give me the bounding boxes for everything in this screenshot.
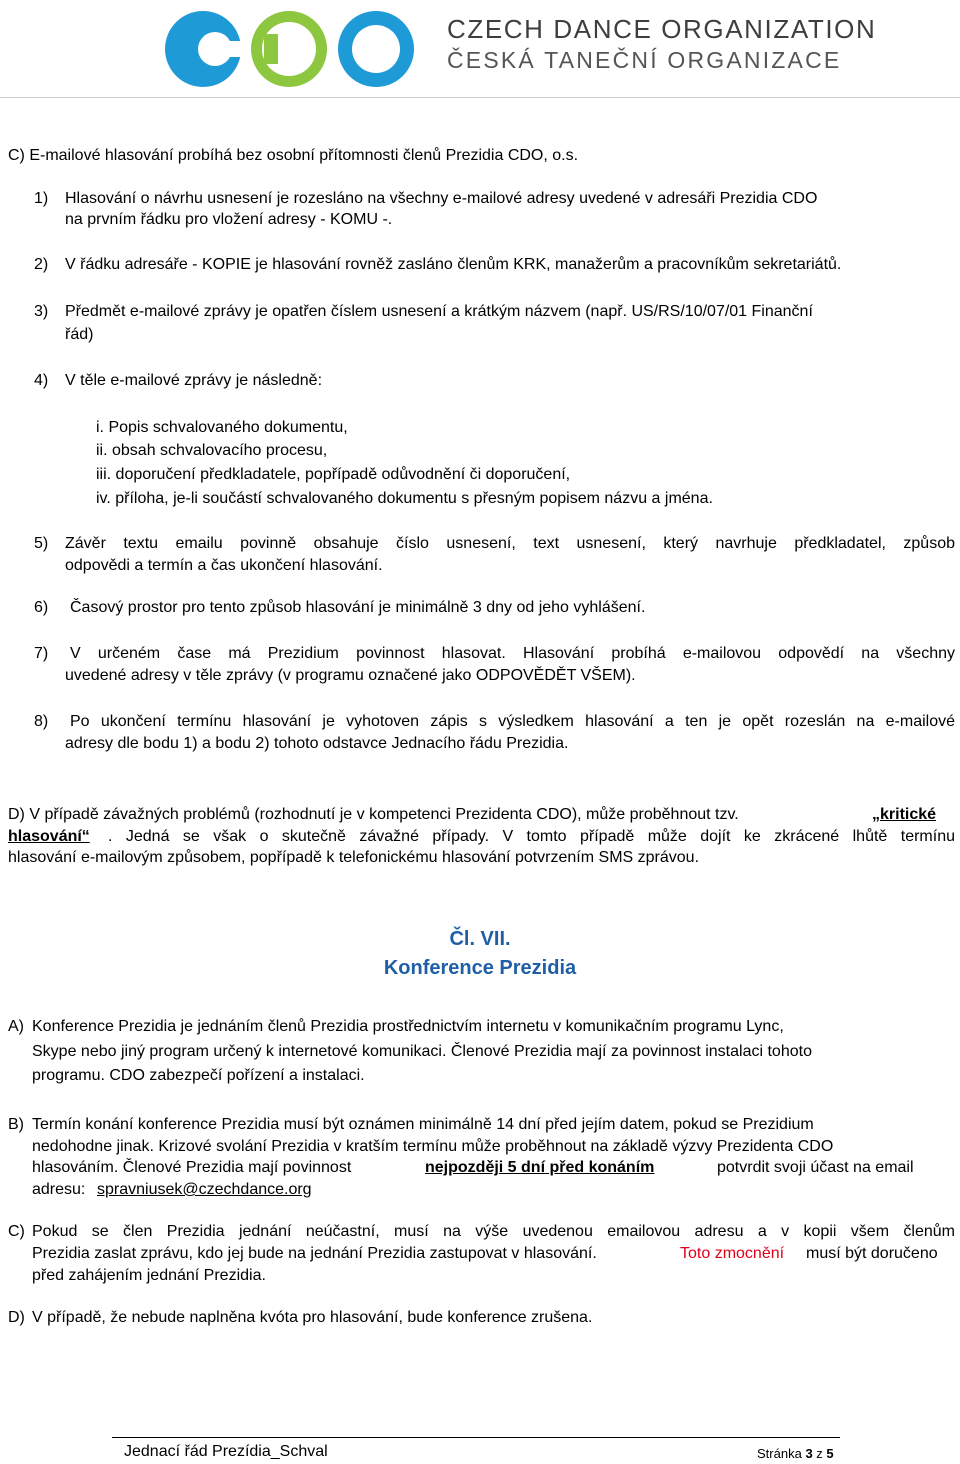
item-text: Předmět e-mailové zprávy je opatřen číslem usnesení a krátkým názvem (např. US/RS/10/07/01 Finanční: [65, 303, 813, 320]
clause-text: Termín konání konference Prezidia musí být oznámen minimálně 14 dní před jejím datem, pokud se Prezidium: [32, 1116, 814, 1133]
clause-text: programu. CDO zabezpečí pořízení a instalaci.: [32, 1067, 365, 1084]
page-current: 3: [805, 1446, 813, 1461]
sub-item: i. Popis schvalovaného dokumentu,: [96, 419, 348, 436]
footer-doc-name: Jednací řád Prezídia_Schval: [124, 1443, 328, 1460]
page-word: Stránka: [757, 1446, 802, 1461]
cdo-logo-icon: [160, 8, 430, 90]
clause-label: C): [8, 1223, 25, 1240]
clause-label: D): [8, 1309, 25, 1326]
item-number: 3): [34, 303, 49, 320]
section-c-heading: C) E-mailové hlasování probíhá bez osobní přítomnosti členů Prezidia CDO, o.s.: [8, 147, 579, 164]
header-divider: [0, 97, 960, 98]
section-d-text: D) V případě závažných problémů (rozhodnutí je v kompetenci Prezidenta CDO), může proběhnout tzv.: [8, 806, 739, 823]
sub-item: ii. obsah schvalovacího procesu,: [96, 442, 328, 459]
item-number: 6): [34, 599, 49, 616]
clause-text: Pokud se člen Prezidia jednání neúčastní, musí na výše uvedenou emailovou adresu a v kopii všem členům: [32, 1223, 955, 1240]
item-text: Hlasování o návrhu usnesení je rozesláno na všechny e-mailové adresy uvedené v adresáři Prezidia CDO: [65, 190, 818, 207]
item-text: Po ukončení termínu hlasování je vyhotoven zápis s výsledkem hlasování a ten je opět rozeslán na e-mailové: [70, 713, 955, 730]
item-number: 8): [34, 713, 49, 730]
clause-label: A): [8, 1018, 24, 1035]
org-name-cz: ČESKÁ TANEČNÍ ORGANIZACE: [447, 47, 842, 73]
clause-text: potvrdit svoji účast na email: [717, 1159, 914, 1176]
item-text: V těle e-mailové zprávy je následně:: [65, 372, 323, 389]
clause-text: nedohodne jinak. Krizové svolání Prezidia v kratším termínu může proběhnout na základě výzvy Prezidenta CDO: [32, 1138, 834, 1155]
section-d-text: . Jedná se však o skutečně závažné případy. V tomto případě může dojít ke zkrácené lhůtě termínu: [108, 828, 955, 845]
item-text: uvedené adresy v těle zprávy (v programu označené jako ODPOVĚDĚT VŠEM).: [65, 667, 636, 684]
item-text: odpovědi a termín a čas ukončení hlasování.: [65, 557, 383, 574]
letterhead: [0, 0, 960, 98]
clause-text: Konference Prezidia je jednáním členů Prezidia prostřednictvím internetu v komunikačním programu Lync,: [32, 1018, 784, 1035]
item-text: V určeném čase má Prezidium povinnost hlasovat. Hlasování probíhá e-mailovou odpovědí na všechny: [70, 645, 955, 662]
item-number: 1): [34, 190, 49, 207]
item-text: V řádku adresáře - KOPIE je hlasování rovněž zasláno členům KRK, manažerům a pracovníkům sekretariátů.: [65, 256, 842, 273]
clause-text-highlight: Toto zmocnění: [680, 1245, 785, 1262]
section-d-text: hlasování e-mailovým způsobem, popřípadě k telefonickému hlasování potvrzením SMS zprávou.: [8, 849, 700, 866]
item-number: 2): [34, 256, 49, 273]
clause-label: B): [8, 1116, 24, 1133]
page-of: z: [816, 1446, 823, 1461]
item-text: na prvním řádku pro vložení adresy - KOMU -.: [65, 211, 393, 228]
section-d-bold: hlasování“: [8, 828, 90, 845]
clause-text: před zahájením jednání Prezidia.: [32, 1267, 266, 1284]
item-number: 5): [34, 535, 49, 552]
footer-divider: [112, 1437, 840, 1438]
article-title: Konference Prezidia: [383, 957, 577, 979]
clause-text: musí být doručeno: [806, 1245, 938, 1262]
article-number: Čl. VII.: [449, 928, 511, 950]
item-text: adresy dle bodu 1) a bodu 2) tohoto odstavce Jednacího řádu Prezidia.: [65, 735, 569, 752]
item-text: řád): [65, 326, 94, 343]
footer-page-number: [757, 1443, 834, 1464]
deadline-emphasis: nejpozději 5 dní před konáním: [425, 1159, 655, 1176]
page-total: 5: [826, 1446, 834, 1461]
item-number: 7): [34, 645, 49, 662]
item-text: Závěr textu emailu povinně obsahuje číslo usnesení, text usnesení, který navrhuje předkladatel, způsob: [65, 535, 955, 552]
sub-item: iv. příloha, je-li součástí schvalovaného dokumentu s přesným popisem názvu a jména.: [96, 490, 713, 507]
clause-text: Prezidia zaslat zprávu, kdo jej bude na jednání Prezidia zastupovat v hlasování.: [32, 1245, 597, 1262]
clause-text: Skype nebo jiný program určený k internetové komunikaci. Členové Prezidia mají za povinnost instalaci tohoto: [32, 1043, 812, 1060]
section-d-bold: „kritické: [872, 806, 937, 823]
clause-text: V případě, že nebude naplněna kvóta pro hlasování, bude konference zrušena.: [32, 1309, 593, 1326]
sub-item: iii. doporučení předkladatele, popřípadě odůvodnění či doporučení,: [96, 466, 571, 483]
item-text: Časový prostor pro tento způsob hlasování je minimálně 3 dny od jeho vyhlášení.: [70, 599, 646, 616]
email-link[interactable]: spravniusek@czechdance.org: [97, 1181, 312, 1198]
clause-text: adresu:: [32, 1181, 86, 1198]
item-number: 4): [34, 372, 49, 389]
org-name-en: CZECH DANCE ORGANIZATION: [447, 14, 877, 44]
clause-text: hlasováním. Členové Prezidia mají povinnost: [32, 1159, 352, 1176]
